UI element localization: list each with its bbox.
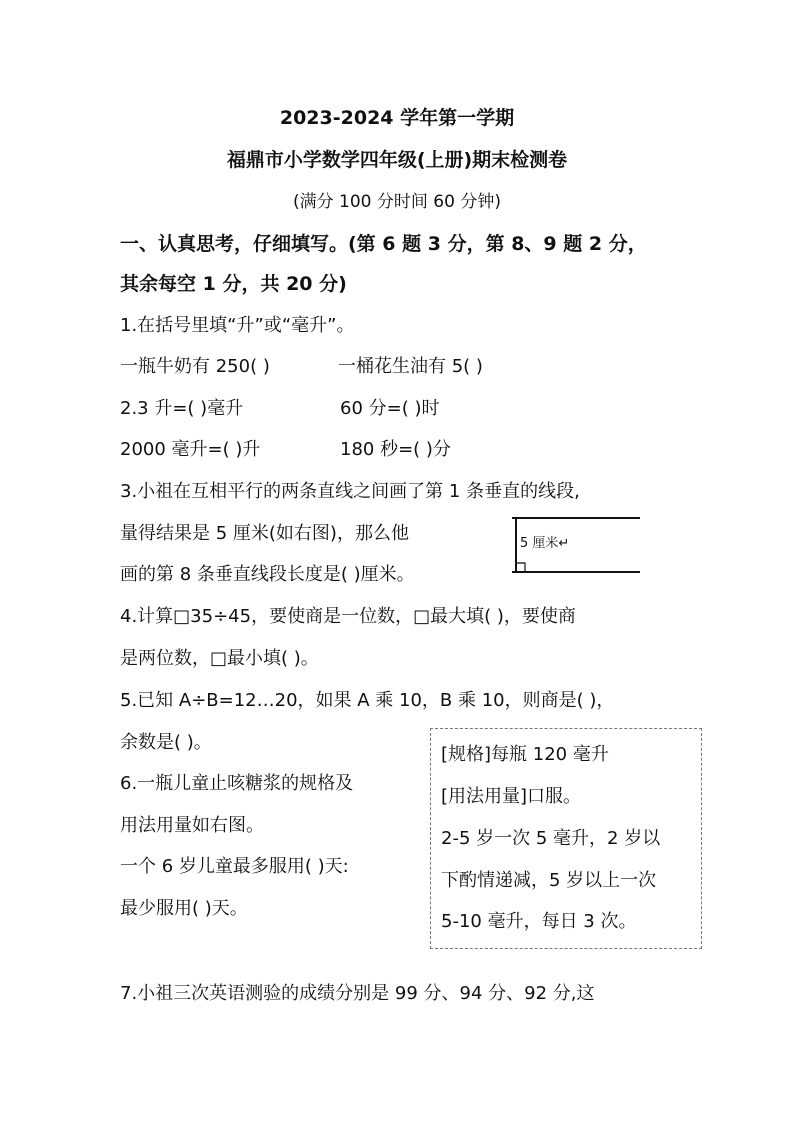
q1-text: 1.在括号里填“升”或“毫升”。 [120,315,355,336]
parallel-lines-figure [500,512,642,578]
syrup-spec-box [430,728,702,949]
q3-line1: 3.小祖在互相平行的两条直线之间画了第 1 条垂直的线段, [120,481,580,502]
q5-line1: 5.已知 A÷B=12…20，如果 A 乘 10，B 乘 10，则商是( )， [120,690,615,711]
q3-line3: 画的第 8 条垂直线段长度是( )厘米。 [120,564,415,585]
q2-item-d: 180 秒=( )分 [340,439,451,460]
q2-item-c: 2000 毫升=( )升 [120,439,261,460]
spec-line-3: 2-5 岁一次 5 毫升，2 岁以 [441,828,661,849]
q6-line1: 6.一瓶儿童止咳糖浆的规格及 [120,773,354,794]
q6-line3: 一个 6 岁儿童最多服用( )天: [120,856,349,877]
q1-item-b: 一桶花生油有 5( ) [338,356,483,377]
q1-item-a: 一瓶牛奶有 250( ) [120,356,270,377]
spec-line-4: 下酌情递减，5 岁以上一次 [441,870,657,891]
q2-item-a: 2.3 升=( )毫升 [120,398,244,419]
spec-line-2: [用法用量]口服。 [441,786,582,807]
q4-line1: 4.计算□35÷45，要使商是一位数，□最大填( )，要使商 [120,606,576,627]
figure-length-label: 5 厘米↵ [520,536,570,551]
exam-title: 福鼎市小学数学四年级(上册)期末检测卷 [226,149,568,171]
spec-line-5: 5-10 毫升，每日 3 次。 [441,911,637,932]
section1-heading-line2: 其余每空 1 分，共 20 分) [120,273,347,295]
spec-line-1: [规格]每瓶 120 毫升 [441,744,609,765]
exam-term-title: 2023-2024 学年第一学期 [279,107,515,129]
q7-line1: 7.小祖三次英语测验的成绩分别是 99 分、94 分、92 分,这 [120,983,595,1004]
exam-score-time: (满分 100 分时间 60 分钟) [293,192,501,212]
q3-line2: 量得结果是 5 厘米(如右图)，那么他 [120,523,409,544]
q6-line2: 用法用量如右图。 [120,815,264,836]
q5-line2: 余数是( )。 [120,732,212,753]
section1-heading-line1: 一、认真思考，仔细填写。(第 6 题 3 分，第 8、9 题 2 分， [120,233,647,255]
q4-line2: 是两位数，□最小填( )。 [120,648,319,669]
q2-item-b: 60 分=( )时 [340,398,440,419]
q6-line4: 最少服用( )天。 [120,898,248,919]
